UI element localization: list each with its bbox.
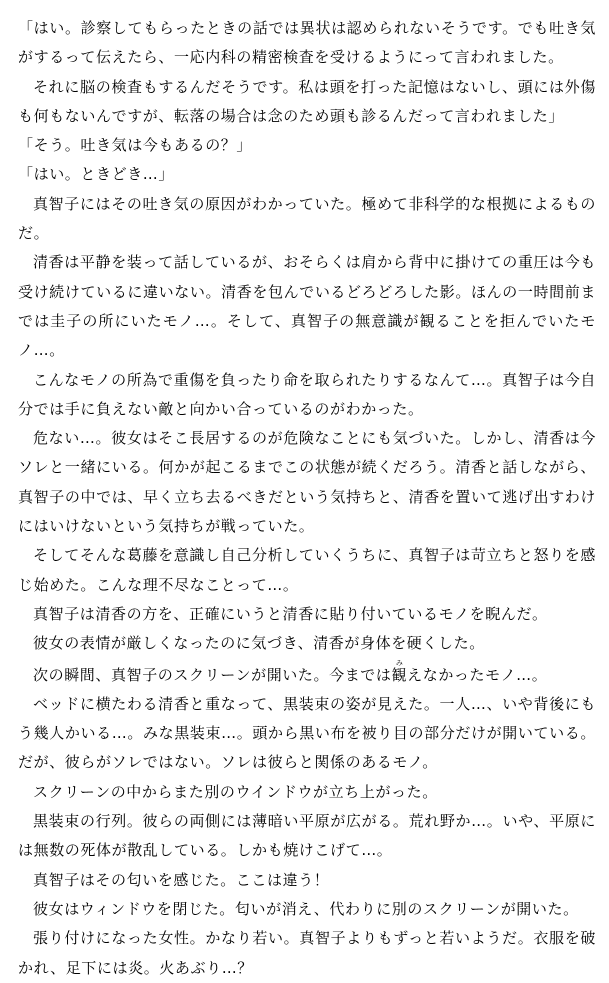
ruby-annotation bbox=[391, 658, 408, 684]
ruby-base-text: 観 bbox=[391, 665, 408, 684]
narration-paragraph: 清香は平静を装って話しているが、おそらくは肩から背中に掛けての重圧は今も受け続けているに違いない。清香を包んでいるどろどろした影。ほんの一時間前までは圭子の所にいたモノ…。そして、真智子の無意識が観ることを拒んでいたモノ…。 bbox=[18, 253, 596, 360]
dialogue-paragraph: 「はい。診察してもらったときの話では異状は認められないそうです。でも吐き気がするって伝えたら、一応内科の精密検査を受けるようにって言われました。 bbox=[18, 19, 596, 67]
narration-paragraph: 黒装束の行列。彼らの両側には薄暗い平原が広がる。荒れ野か…。いや、平原には無数の死体が散乱している。しかも焼けこげて…。 bbox=[18, 812, 596, 860]
novel-page bbox=[18, 14, 596, 983]
narration-paragraph: 真智子にはその吐き気の原因がわかっていた。極めて非科学的な根拠によるものだ。 bbox=[18, 194, 596, 243]
ruby-before-text: 次の瞬間、真智子のスクリーンが開いた。今までは bbox=[33, 665, 392, 684]
narration-paragraph: ベッドに横たわる清香と重なって、黒装束の姿が見えた。一人…、いや背後にもう幾人かいる…。みな黒装束…。頭から黒い布を被り目の部分だけが開いている。だが、彼らがソレではない。ソレは彼らと関係のあるモノ。 bbox=[18, 694, 596, 772]
ruby-reading-text: み bbox=[391, 658, 408, 667]
narration-paragraph: そしてそんな葛藤を意識し自己分析していくうちに、真智子は苛立ちと怒りを感じ始めた。こんな理不尽なことって…。 bbox=[18, 546, 596, 594]
narration-paragraph: 彼女はウィンドウを閉じた。匂いが消え、代わりに別のスクリーンが開いた。 bbox=[33, 899, 579, 918]
narration-paragraph: 張り付けになった女性。かなり若い。真智子よりもずっと若いようだ。衣服を破かれ、足下には炎。火あぶり…？ bbox=[18, 929, 596, 977]
narration-paragraph: 真智子はその匂いを感じた。ここは違う！ bbox=[33, 870, 330, 889]
dialogue-paragraph: 「はい。ときどき…」 bbox=[18, 165, 175, 184]
dialogue-paragraph: 「そう。吐き気は今もあるの？」 bbox=[18, 136, 253, 155]
narration-paragraph: こんなモノの所為で重傷を負ったり命を取られたりするなんて…。真智子は今自分では手に負えない敵と向かい合っているのがわかった。 bbox=[18, 370, 596, 418]
narration-paragraph: 彼女の表情が厳しくなったのに気づき、清香が身体を硬くした。 bbox=[33, 634, 485, 653]
narration-paragraph: それに脳の検査もするんだそうです。私は頭を打った記憶はないし、頭には外傷も何もないんですが、転落の場合は念のため頭も診るんだって言われました」 bbox=[18, 77, 596, 125]
ruby-paragraph bbox=[18, 659, 596, 690]
narration-paragraph: 危ない…。彼女はそこ長居するのが危険なことにも気づいた。しかし、清香は今ソレと一緒にいる。何かが起こるまでこの状態が続くだろう。清香と話しながら、真智子の中では、早く立ち去るべきだという気持ちと、清香を置いて逃げ出すわけにはいけないという気持ちが戦っていた。 bbox=[18, 429, 596, 536]
ruby-after-text: えなかったモノ…。 bbox=[407, 665, 548, 684]
narration-paragraph: 真智子は清香の方を、正確にいうと清香に貼り付いているモノを睨んだ。 bbox=[33, 604, 548, 623]
narration-paragraph: スクリーンの中からまた別のウインドウが立ち上がった。 bbox=[33, 782, 438, 801]
